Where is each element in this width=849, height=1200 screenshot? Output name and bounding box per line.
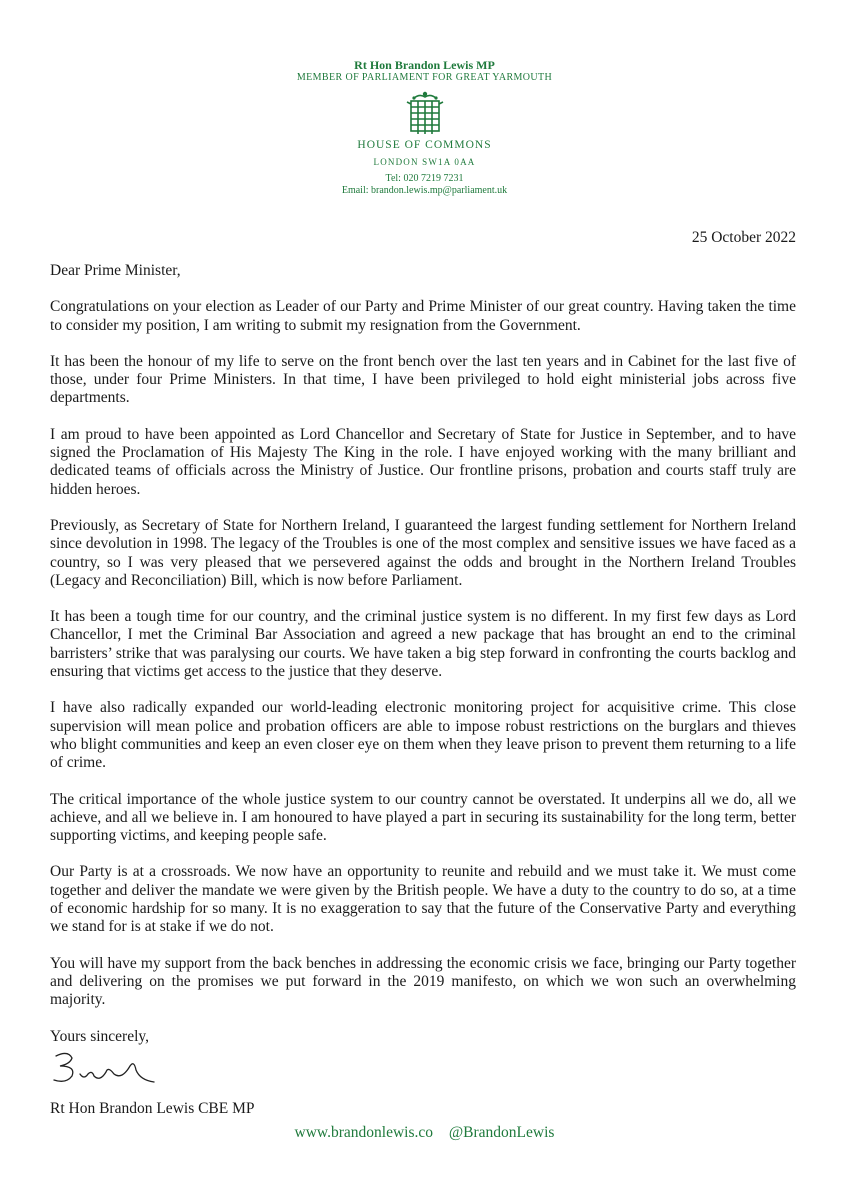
salutation: Dear Prime Minister, bbox=[50, 262, 181, 279]
letterhead-email: Email: brandon.lewis.mp@parliament.uk bbox=[341, 185, 508, 196]
letter-body bbox=[50, 262, 796, 1064]
paragraph: I have also radically expanded our world-leading electronic monitoring project for acquisitive crime. This close supervision will mean police and probation officers are able to impose robust restrictions on the burglars and thieves who blight communities and keep an even closer eye on them when they leave prison to prevent them returning to a life of crime. bbox=[50, 699, 796, 772]
paragraph: Previously, as Secretary of State for Northern Ireland, I guaranteed the largest funding settlement for Northern Ireland since devolution in 1998. The legacy of the Troubles is one of the most complex and sensitive issues we have faced as a country, so I was very pleased that we persevered against the odds and brought in the Northern Ireland Troubles (Legacy and Reconciliation) Bill, which is now before Parliament. bbox=[50, 516, 796, 589]
letter-date: 25 October 2022 bbox=[691, 229, 796, 246]
footer-website-link[interactable]: www.brandonlewis.co bbox=[294, 1124, 434, 1141]
footer-twitter-link[interactable]: @BrandonLewis bbox=[448, 1124, 555, 1141]
paragraph: I am proud to have been appointed as Lord Chancellor and Secretary of State for Justice in September, and to have signed the Proclamation of His Majesty The King in the role. I have enjoyed working with the many brilliant and dedicated teams of officials across the Ministry of Justice. Our frontline prisons, probation and courts staff truly are hidden heroes. bbox=[50, 425, 796, 498]
letterhead-tel: Tel: 020 7219 7231 bbox=[385, 173, 464, 184]
letterhead-name: Rt Hon Brandon Lewis MP bbox=[354, 58, 495, 72]
footer bbox=[0, 1124, 849, 1142]
letterhead-title: MEMBER OF PARLIAMENT FOR GREAT YARMOUTH bbox=[296, 72, 553, 83]
paragraph: It has been a tough time for our country, and the criminal justice system is no different. In my first few days as Lord Chancellor, I met the Criminal Bar Association and agreed a new package that has brought an end to the criminal barristers’ strike that was paralysing our courts. We have taken a big step forward in confronting the courts backlog and ensuring that victims get access to the justice that they deserve. bbox=[50, 608, 796, 681]
paragraph: Congratulations on your election as Leader of our Party and Prime Minister of our great country. Having taken the time to consider my position, I am writing to submit my resignation from the Government. bbox=[50, 298, 796, 334]
paragraph: You will have my support from the back benches in addressing the economic crisis we face, bringing our Party together and delivering on the promises we put forward in the 2019 manifesto, on which we won such an overwhelming majority. bbox=[50, 954, 796, 1009]
paragraph: The critical importance of the whole justice system to our country cannot be overstated. It underpins all we do, all we achieve, and all we believe in. I am honoured to have played a part in securing its sustainability for the long term, better supporting victims, and keeping people safe. bbox=[50, 790, 796, 845]
portcullis-icon bbox=[405, 90, 445, 136]
letterhead bbox=[0, 58, 849, 197]
letterhead-house: HOUSE OF COMMONS bbox=[357, 139, 492, 151]
closing: Yours sincerely, bbox=[50, 1027, 150, 1045]
paragraph: Our Party is at a crossroads. We now have an opportunity to reunite and rebuild and we must take it. We must come together and deliver the mandate we were given by the British people. We have a duty to the country to do so, at a time of economic hardship for so many. It is no exaggeration to say that the future of the Conservative Party and everything we stand for is at stake if we do not. bbox=[50, 863, 796, 936]
signature-icon bbox=[50, 1046, 160, 1088]
signatory-name: Rt Hon Brandon Lewis CBE MP bbox=[50, 1100, 255, 1117]
paragraph: It has been the honour of my life to serve on the front bench over the last ten years and in Cabinet for the last five of those, under four Prime Ministers. In that time, I have been privileged to hold eight ministerial jobs across five departments. bbox=[50, 352, 796, 407]
letterhead-address: LONDON SW1A 0AA bbox=[373, 157, 476, 167]
